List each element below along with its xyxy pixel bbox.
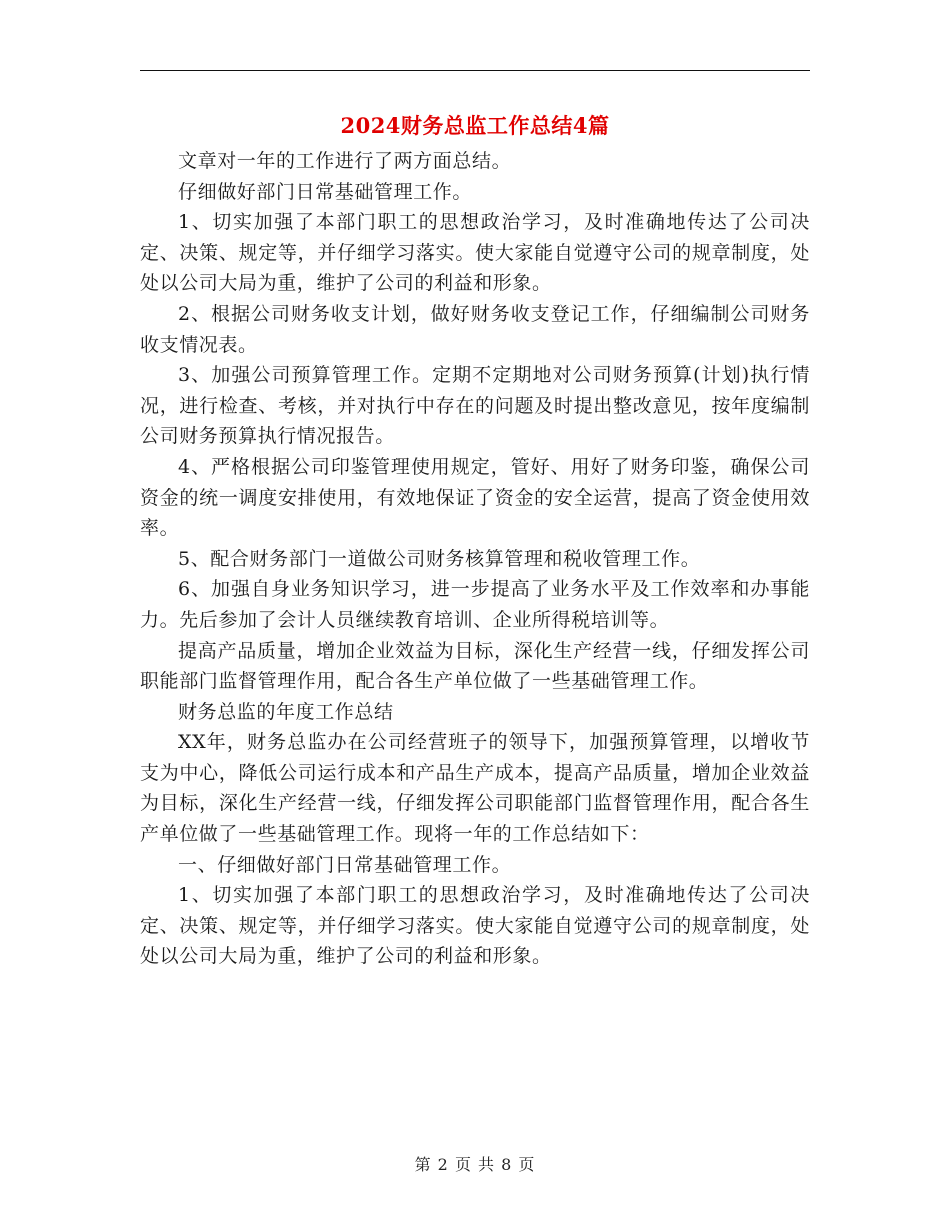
paragraph: XX年，财务总监办在公司经营班子的领导下，加强预算管理，以增收节支为中心，降低公司运行成本和产品生产成本，提高产品质量，增加企业效益为目标，深化生产经营一线，仔细发挥公司职能部门监督管理作用，配合各生产单位做了一些基础管理工作。现将一年的工作总结如下：	[140, 731, 810, 846]
paragraph: 3、加强公司预算管理工作。定期不定期地对公司财务预算(计划)执行情况，进行检查、考核，并对执行中存在的问题及时提出整改意见，按年度编制公司财务预算执行情况报告。	[140, 364, 810, 448]
document-title: 2024财务总监工作总结4篇	[340, 113, 610, 138]
paragraph: 一、仔细做好部门日常基础管理工作。	[178, 853, 512, 876]
paragraph: 文章对一年的工作进行了两方面总结。	[178, 150, 512, 172]
paragraph: 5、配合财务部门一道做公司财务核算管理和税收管理工作。	[178, 547, 701, 570]
document-body	[140, 146, 810, 972]
page-number: 第 2 页 共 8 页	[414, 1155, 536, 1174]
paragraph: 2、根据公司财务收支计划，做好财务收支登记工作，仔细编制公司财务收支情况表。	[140, 302, 810, 356]
paragraph: 4、严格根据公司印鉴管理使用规定，管好、用好了财务印鉴，确保公司资金的统一调度安排使用，有效地保证了资金的安全运营，提高了资金使用效率。	[140, 455, 810, 540]
header-rule	[140, 70, 810, 71]
paragraph: 仔细做好部门日常基础管理工作。	[178, 180, 473, 203]
paragraph: 1、切实加强了本部门职工的思想政治学习，及时准确地传达了公司决定、决策、规定等，并仔细学习落实。使大家能自觉遵守公司的规章制度，处处以公司大局为重，维护了公司的利益和形象。	[140, 211, 810, 295]
paragraph: 6、加强自身业务知识学习，进一步提高了业务水平及工作效率和办事能力。先后参加了会计人员继续教育培训、企业所得税培训等。	[140, 578, 810, 631]
paragraph: 提高产品质量，增加企业效益为目标，深化生产经营一线，仔细发挥公司职能部门监督管理作用，配合各生产单位做了一些基础管理工作。	[140, 639, 810, 693]
section-heading: 财务总监的年度工作总结	[178, 700, 394, 723]
paragraph: 1、切实加强了本部门职工的思想政治学习，及时准确地传达了公司决定、决策、规定等，并仔细学习落实。使大家能自觉遵守公司的规章制度，处处以公司大局为重，维护了公司的利益和形象。	[140, 884, 810, 968]
